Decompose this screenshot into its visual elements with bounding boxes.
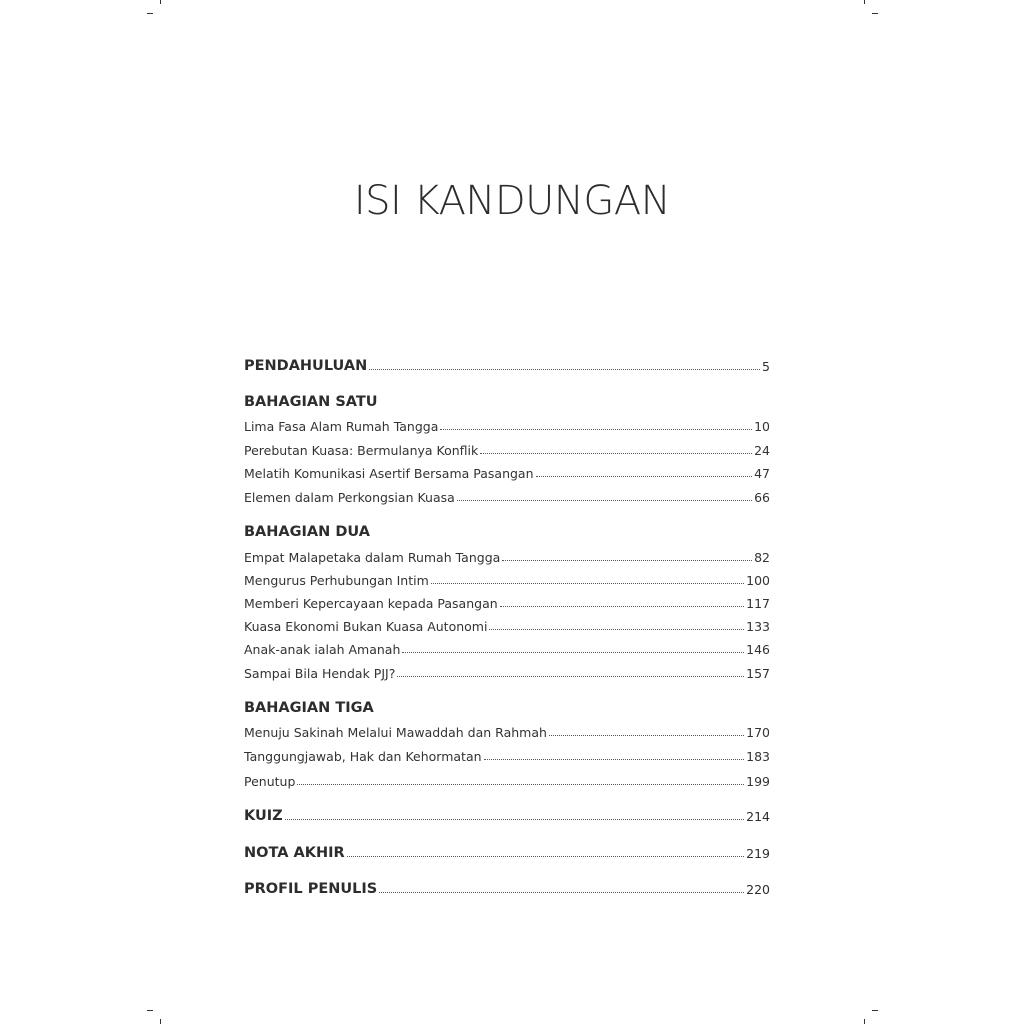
dot-leader: [347, 855, 744, 857]
toc-entry-label: PENDAHULUAN: [244, 358, 368, 374]
toc-page-number: 117: [746, 596, 770, 611]
toc-page-number: 214: [746, 809, 770, 824]
dot-leader: [536, 475, 753, 477]
toc-page-number: 157: [746, 666, 770, 681]
toc-entry[interactable]: [244, 666, 770, 681]
toc-entry-label: Anak-anak ialah Amanah: [244, 642, 401, 657]
toc-entry-label: Perebutan Kuasa: Bermulanya Konflik: [244, 443, 479, 458]
toc-entry-label: Kuasa Ekonomi Bukan Kuasa Autonomi: [244, 619, 488, 634]
crop-mark-bottom-right: [872, 1010, 878, 1011]
dot-leader: [369, 368, 760, 370]
dot-leader: [297, 783, 744, 785]
toc-entry-label: NOTA AKHIR: [244, 845, 345, 861]
toc-entry-profil-penulis[interactable]: [244, 881, 770, 897]
toc-entry[interactable]: [244, 725, 770, 740]
toc-entry[interactable]: [244, 596, 770, 611]
toc-page-number: 5: [762, 359, 770, 374]
toc-page-number: 146: [746, 642, 770, 657]
toc-entry-pendahuluan[interactable]: [244, 358, 770, 374]
dot-leader: [484, 758, 745, 760]
toc-entry[interactable]: [244, 443, 770, 458]
toc-entry-label: Empat Malapetaka dalam Rumah Tangga: [244, 550, 501, 565]
toc-entry-kuiz[interactable]: [244, 808, 770, 824]
toc-entry-label: KUIZ: [244, 808, 283, 824]
dot-leader: [502, 559, 752, 561]
crop-mark-top-right-vertical: [864, 0, 865, 4]
toc-page-number: 220: [746, 882, 770, 897]
dot-leader: [457, 499, 752, 501]
dot-leader: [440, 428, 752, 430]
section-heading-bahagian-dua: BAHAGIAN DUA: [244, 524, 370, 540]
toc-entry[interactable]: [244, 490, 770, 505]
dot-leader: [379, 891, 744, 893]
crop-mark-top-right: [872, 13, 878, 14]
toc-entry-label: Lima Fasa Alam Rumah Tangga: [244, 419, 439, 434]
toc-page-number: 133: [746, 619, 770, 634]
toc-page-number: 219: [746, 846, 770, 861]
toc-entry[interactable]: [244, 774, 770, 789]
toc-entry[interactable]: [244, 550, 770, 565]
dot-leader: [480, 452, 752, 454]
toc-entry-label: Melatih Komunikasi Asertif Bersama Pasangan: [244, 466, 534, 481]
toc-entry-label: PROFIL PENULIS: [244, 881, 378, 897]
toc-entry-label: Elemen dalam Perkongsian Kuasa: [244, 490, 455, 505]
toc-entry[interactable]: [244, 573, 770, 588]
dot-leader: [285, 818, 744, 820]
toc-page-number: 170: [746, 725, 770, 740]
toc-entry-label: Sampai Bila Hendak PJJ?: [244, 666, 396, 681]
dot-leader: [431, 582, 744, 584]
toc-page-number: 183: [746, 749, 770, 764]
table-of-contents: [244, 0, 770, 1024]
toc-entry[interactable]: [244, 466, 770, 481]
dot-leader: [402, 651, 744, 653]
dot-leader: [500, 605, 744, 607]
toc-entry-label: Mengurus Perhubungan Intim: [244, 573, 429, 588]
dot-leader: [549, 734, 744, 736]
toc-entry[interactable]: [244, 419, 770, 434]
toc-page-number: 24: [754, 443, 770, 458]
toc-entry-label: Menuju Sakinah Melalui Mawaddah dan Rahmah: [244, 725, 547, 740]
section-heading-bahagian-tiga: BAHAGIAN TIGA: [244, 700, 374, 716]
section-heading-bahagian-satu: BAHAGIAN SATU: [244, 394, 378, 410]
dot-leader: [489, 628, 744, 630]
crop-mark-top-left-vertical: [160, 0, 161, 4]
toc-page-number: 82: [754, 550, 770, 565]
toc-entry-label: Penutup: [244, 774, 296, 789]
toc-page-number: 100: [746, 573, 770, 588]
toc-entry[interactable]: [244, 642, 770, 657]
crop-mark-bottom-left-vertical: [160, 1019, 161, 1024]
toc-page-number: 66: [754, 490, 770, 505]
toc-page-number: 10: [754, 419, 770, 434]
page-title: ISI KANDUNGAN: [353, 178, 671, 224]
toc-entry-nota-akhir[interactable]: [244, 845, 770, 861]
toc-entry[interactable]: [244, 749, 770, 764]
crop-mark-bottom-right-vertical: [864, 1019, 865, 1024]
toc-entry-label: Memberi Kepercayaan kepada Pasangan: [244, 596, 498, 611]
toc-entry[interactable]: [244, 619, 770, 634]
crop-mark-bottom-left: [147, 1010, 153, 1011]
dot-leader: [397, 675, 744, 677]
toc-entry-label: Tanggungjawab, Hak dan Kehormatan: [244, 749, 482, 764]
toc-page-number: 47: [754, 466, 770, 481]
crop-mark-top-left: [147, 13, 153, 14]
toc-page-number: 199: [746, 774, 770, 789]
